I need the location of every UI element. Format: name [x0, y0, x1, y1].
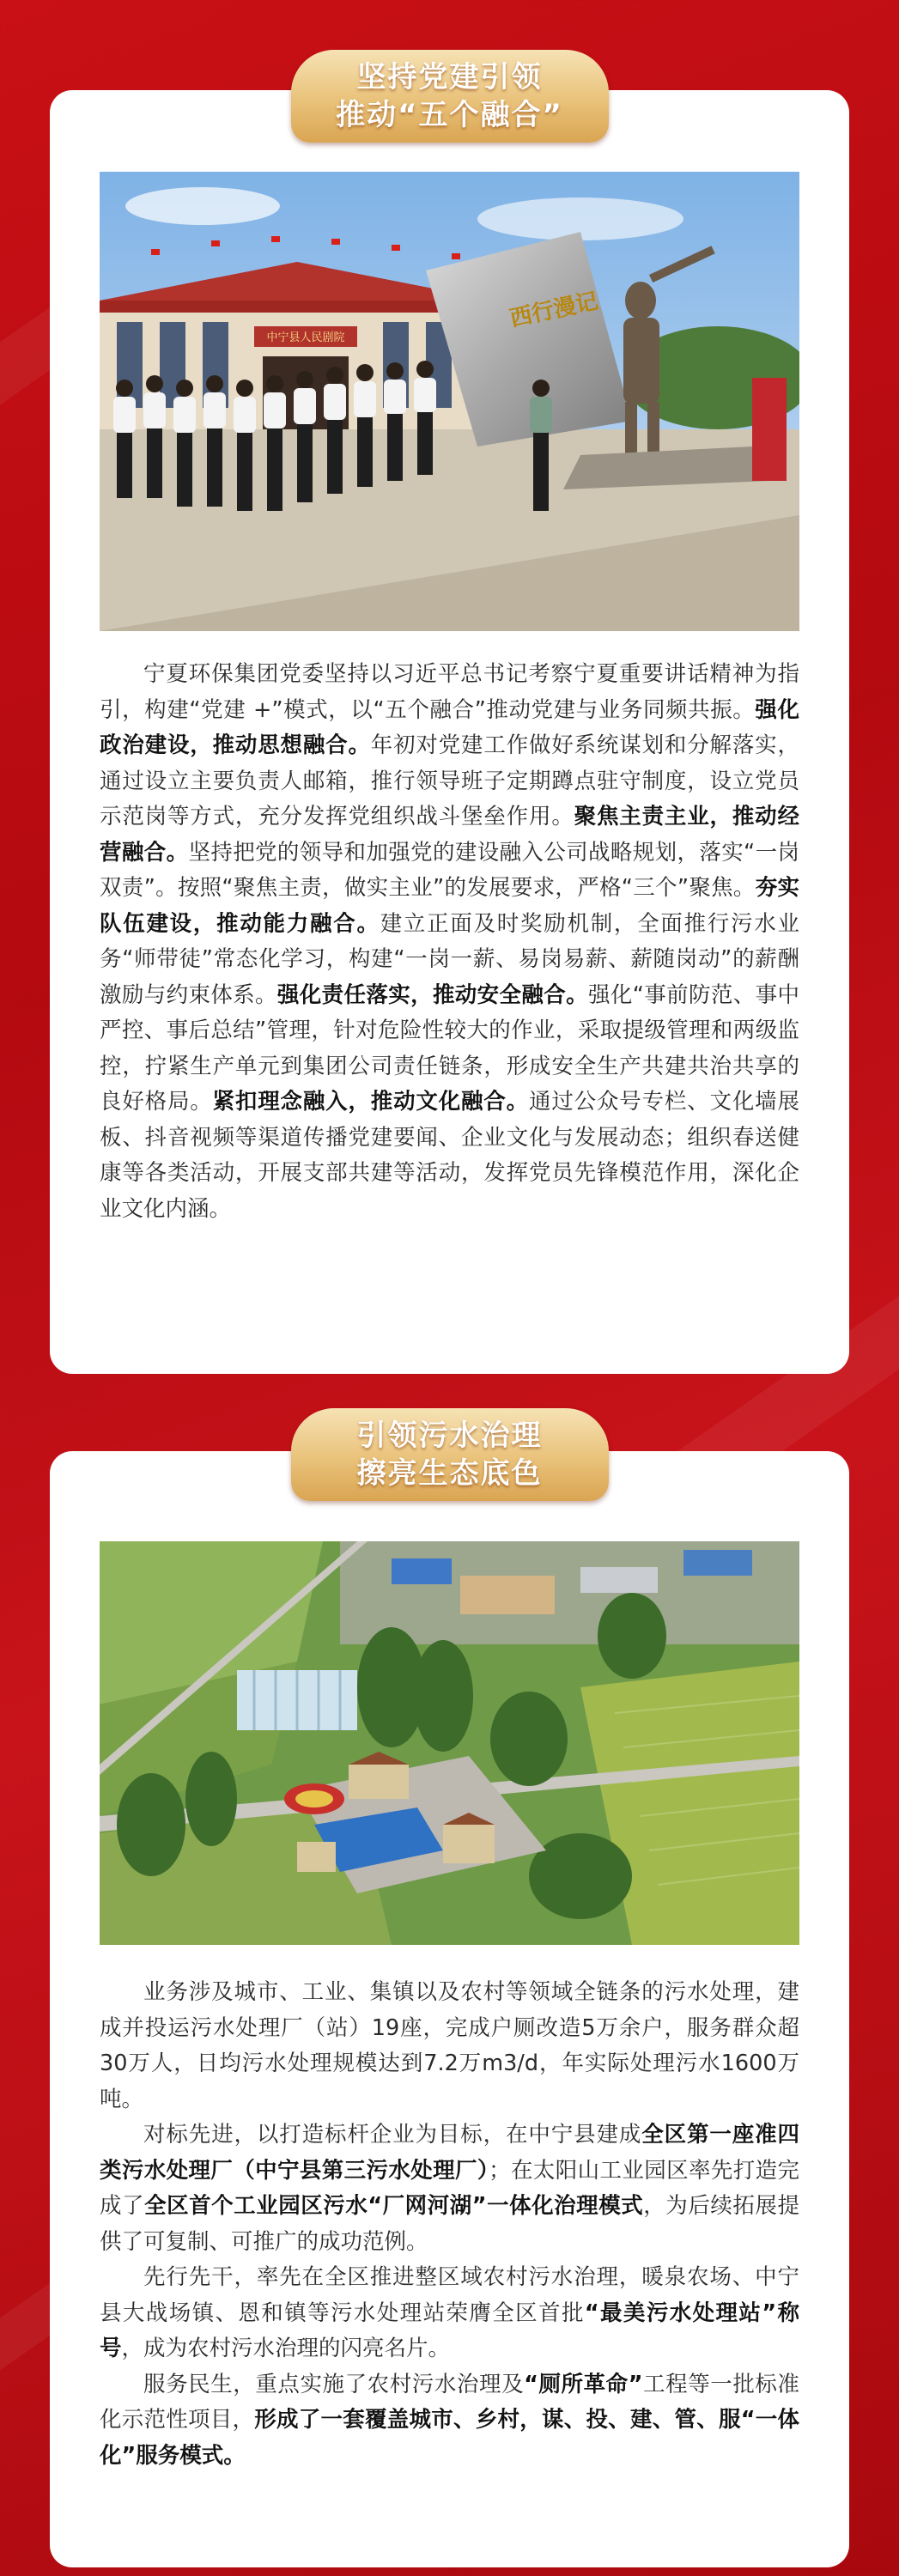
- section1-title-line2: 推动“五个融合”: [336, 98, 563, 132]
- body-text: 建立正面及时奖励机制，全面推行污水业务“师带徒”常态化学习，构建“一岗一薪、易岗易薪、薪随岗动”的薪酬激励与约束体系。: [100, 910, 799, 1008]
- body-text: 先行先干，率先在全区推进整区域农村污水治理，暖泉农场、中宁县大战场镇、恩和镇等污水处理站荣膺全区首批: [100, 2264, 799, 2326]
- building-sign: 中宁县人民剧院: [266, 331, 345, 344]
- highlight-text: 强化政治建设，推动思想融合。: [100, 696, 799, 758]
- body-text: 年初对党建工作做好系统谋划和分解落实，通过设立主要负责人邮箱，推行领导班子定期蹲点驻守制度，设立党员示范岗等方式，充分发挥党组织战斗堡垒作用。: [100, 732, 799, 829]
- highlight-text: 全区首个工业园区污水“厂网河湖”一体化治理模式: [144, 2193, 644, 2219]
- text-paragraph: [100, 2367, 799, 2475]
- highlight-text: “厕所革命”: [524, 2371, 643, 2397]
- body-text: ；在太阳山工业园区率先打造完成了: [100, 2157, 799, 2219]
- monument-text: 西行漫记: [507, 288, 601, 332]
- sewage-treatment-card: [50, 1451, 849, 2567]
- body-text: 业务涉及城市、工业、集镇以及农村等领域全链条的污水处理，建成并投运污水处理厂（站）19座，完成户厕改造5万余户，服务群众超30万人，日均污水处理规模达到7.2万m3/d，年实际处理污水1600万吨。: [100, 1979, 799, 2112]
- highlight-text: 紧扣理念融入，推动文化融合。: [212, 1089, 529, 1115]
- treatment-plant-aerial-photo: [100, 1541, 799, 1945]
- highlight-text: 强化责任落实，推动安全融合。: [276, 981, 588, 1008]
- body-text: 工程等一批标准化示范性项目，: [100, 2371, 799, 2433]
- body-text: ，为后续拓展提供了可复制、可推广的成功范例。: [100, 2193, 799, 2255]
- body-text: ，成为农村污水治理的闪亮名片。: [121, 2336, 451, 2361]
- section2-title-line2: 擦亮生态底色: [356, 1456, 543, 1491]
- text-paragraph: [100, 2260, 799, 2367]
- body-text: 强化“事前防范、事中严控、事后总结”管理，针对危险性较大的作业，采取提级管理和两级监控，拧紧生产单元到集团公司责任链条，形成安全生产共建共治共享的良好格局。: [100, 981, 799, 1115]
- highlight-text: 全区第一座准四类污水处理厂（中宁县第三污水处理厂）: [100, 2122, 799, 2184]
- text-paragraph: [100, 2117, 799, 2260]
- body-text: 通过公众号专栏、文化墙展板、抖音视频等渠道传播党建要闻、企业文化与发展动态；组织春送健康等各类活动，开展支部共建等活动，发挥党员先锋模范作用，深化企业文化内涵。: [100, 1089, 799, 1222]
- text-paragraph: [100, 1975, 799, 2117]
- body-text: 坚持把党的领导和加强党的建设融入公司战略规划，落实“一岗双责”。按照“聚焦主责，做实主业”的发展要求，严格“三个”聚焦。: [100, 839, 799, 901]
- party-building-paragraph: [100, 657, 799, 1227]
- highlight-text: 夯实队伍建设，推动能力融合。: [100, 875, 799, 937]
- highlight-text: 聚焦主责主业，推动经营融合。: [100, 804, 799, 866]
- section2-title-line1: 引领污水治理: [356, 1419, 543, 1453]
- section2-title-banner: [291, 1408, 609, 1501]
- party-building-card: [50, 90, 849, 1374]
- highlight-text: 形成了一套覆盖城市、乡村，谋、投、建、管、服“一体化”服务模式。: [100, 2407, 799, 2469]
- sewage-treatment-text: [100, 1975, 799, 2474]
- body-text: 宁夏环保集团党委坚持以习近平总书记考察宁夏重要讲话精神为指引，构建“党建 +”模式，以“五个融合”推动党建与业务同频共振。: [100, 661, 799, 723]
- body-text: 对标先进，以打造标杆企业为目标，在中宁县建成: [143, 2122, 642, 2148]
- section1-title-line1: 坚持党建引领: [356, 60, 543, 94]
- highlight-text: “最美污水处理站”称号: [100, 2300, 799, 2361]
- section1-title-banner: [291, 50, 609, 143]
- body-text: 服务民生，重点实施了农村污水治理及: [143, 2371, 525, 2397]
- salute-ceremony-photo: [100, 172, 799, 631]
- party-building-text: [100, 657, 799, 1227]
